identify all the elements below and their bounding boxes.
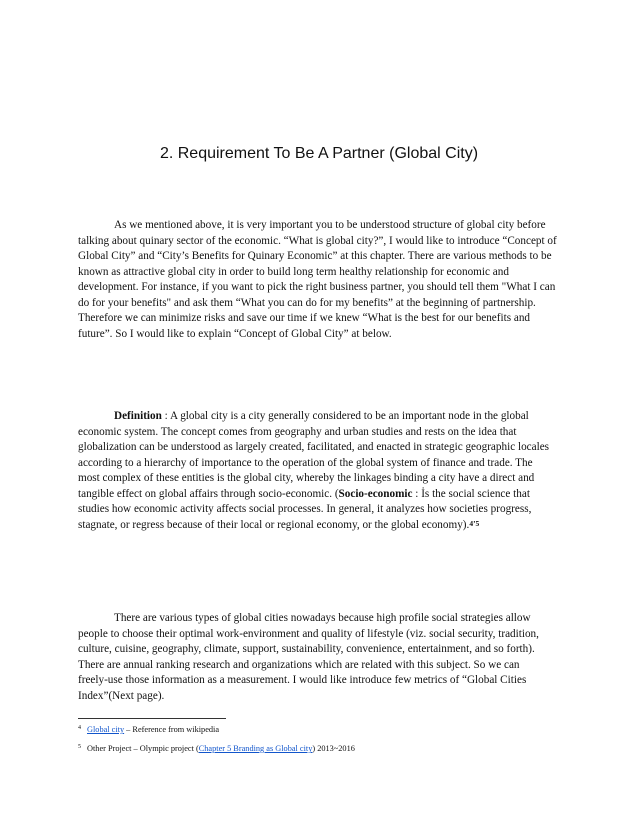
footnote-number: 4 — [78, 725, 81, 731]
footnote-5 — [78, 743, 564, 754]
text-line: known as attractive global city in order to build long term healthy relationship for economic and — [78, 265, 509, 278]
text-line: As we mentioned above, it is very important you to be understood structure of global city before — [114, 219, 546, 231]
socio-economic-term: Socio-economic — [338, 487, 413, 500]
text-line: freely-use those information as a measurement. I would like introduce few metrics of “Global Cities — [78, 674, 527, 686]
text-line: globalization can be understood as largely created, facilitated, and enacted in strategic geographic locales — [78, 441, 550, 453]
text-fragment: tangible effect on global affairs through socio-economic. ( — [78, 487, 339, 500]
section-heading: 2. Requirement To Be A Partner (Global City) — [159, 145, 479, 162]
text-line — [78, 409, 564, 425]
text-fragment: : İs the social science that — [412, 487, 530, 500]
text-line: according to a hierarchy of importance to the operation of the global system of finance and trade. The — [78, 456, 533, 469]
text-line — [78, 487, 564, 503]
footnote-reference[interactable]: 4’5 — [469, 518, 480, 528]
footnote-number: 5 — [78, 744, 81, 750]
text-line: There are annual ranking research and organizations which are related with this subject. So we can — [78, 658, 520, 671]
definition-term: Definition — [114, 410, 162, 422]
text-line: talking about quinary sector of the economic. “What is global city?”, I would like to introduce “Concept of — [78, 234, 557, 247]
text-line: people to choose their optimal work-environment and quality of lifestyle (viz. social security, tradition, — [78, 627, 539, 640]
text-line: development. For instance, if you want to pick the right business partner, you should tell them "What I can — [78, 281, 556, 293]
footnote-4 — [78, 724, 564, 735]
text-line — [78, 518, 564, 534]
paragraph-definition — [78, 409, 564, 533]
footnote-link-chapter-5[interactable]: Chapter 5 Branding as Global city — [198, 744, 313, 753]
footnote-prefix: Other Project – Olympic project ( — [87, 744, 199, 753]
text-line: economic system. The concept comes from geography and urban studies and rests on the idea that — [78, 425, 517, 438]
paragraph-intro — [78, 218, 564, 342]
text-line: culture, cuisine, geography, climate, support, sustainability, convenience, entertainment, and so forth). — [78, 643, 535, 655]
text-line: future”. So I would like to explain “Concept of Global City” at below. — [78, 327, 392, 340]
text-line: Global City” and “City’s Benefits for Quinary Economic” at this chapter. There are various methods to be — [78, 250, 552, 262]
text-line: Therefore we can minimize risks and save our time if we knew “What is the best for our benefits and — [78, 312, 531, 324]
footnote-divider — [78, 718, 226, 719]
text-line: studies how economic activity affects social processes. In general, it analyzes how societies progress, — [78, 503, 532, 515]
text-fragment: stagnate, or regress because of their local or regional economy, or the global economy). — [78, 518, 470, 531]
footnote-text: ) 2013~2016 — [312, 744, 355, 753]
text-line: most complex of these entities is the global city, whereby the linkages binding a city have a direct and — [78, 472, 535, 484]
text-line: do for your benefits" and ask them “What you can do for my benefits” at the beginning of partnership. — [78, 296, 536, 309]
definition-text: : A global city is a city generally considered to be an important node in the global — [161, 410, 529, 422]
text-line: Index”(Next page). — [78, 689, 165, 702]
text-line: There are various types of global cities nowadays because high profile social strategies allow — [114, 612, 531, 624]
paragraph-global-cities — [78, 611, 564, 704]
footnote-text: – Reference from wikipedia — [124, 725, 220, 734]
footnotes — [78, 724, 564, 762]
footnote-link-global-city[interactable]: Global city — [87, 725, 125, 734]
